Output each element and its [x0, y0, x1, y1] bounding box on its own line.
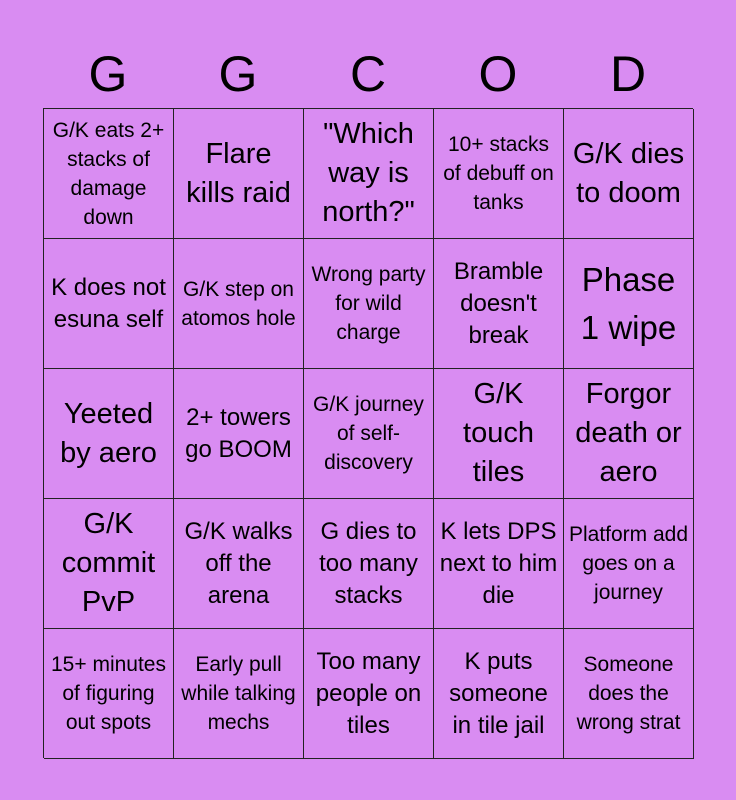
header-letter-1: G	[88, 46, 128, 102]
bingo-cell[interactable]	[304, 369, 434, 499]
bingo-cell[interactable]	[304, 109, 434, 239]
bingo-cell[interactable]	[304, 239, 434, 369]
cell-text: Phase 1 wipe	[580, 260, 677, 346]
bingo-cell[interactable]	[44, 109, 174, 239]
header-letter-5: D	[609, 46, 647, 102]
cell-text: Wrong party for wild charge	[311, 263, 426, 344]
bingo-cell[interactable]	[174, 239, 304, 369]
bingo-cell[interactable]	[434, 499, 564, 629]
header-letter-4: O	[478, 46, 518, 102]
cell-text: G/K dies to doom	[572, 137, 685, 209]
cell-text: G/K eats 2+ stacks of damage down	[52, 118, 165, 229]
bingo-cell[interactable]	[434, 239, 564, 369]
bingo-cell[interactable]	[434, 109, 564, 239]
bingo-board	[43, 108, 693, 758]
bingo-cell[interactable]	[434, 629, 564, 759]
cell-text: Yeeted by aero	[60, 397, 157, 469]
cell-text: Forgor death or aero	[575, 378, 682, 488]
cell-text: G/K step on atomos hole	[181, 277, 296, 330]
bingo-cell[interactable]	[44, 369, 174, 499]
cell-text: 15+ minutes of figuring out spots	[51, 653, 166, 734]
header-letter-3: C	[349, 46, 387, 102]
cell-text: K lets DPS next to him die	[439, 517, 558, 609]
bingo-cell[interactable]	[44, 629, 174, 759]
bingo-cell[interactable]	[174, 629, 304, 759]
cell-text: 10+ stacks of debuff on tanks	[443, 133, 554, 214]
header-letter-2: G	[218, 46, 258, 102]
cell-text: G/K walks off the arena	[184, 517, 293, 609]
cell-text: Someone does the wrong strat	[576, 653, 681, 734]
cell-text: Early pull while talking mechs	[181, 653, 296, 734]
bingo-cell[interactable]	[564, 369, 694, 499]
bingo-cell[interactable]	[434, 369, 564, 499]
cell-text: "Which way is north?"	[322, 118, 415, 228]
bingo-cell[interactable]	[44, 239, 174, 369]
bingo-cell[interactable]	[304, 499, 434, 629]
cell-text: Flare kills raid	[186, 137, 291, 209]
bingo-header	[43, 40, 693, 108]
bingo-cell[interactable]	[304, 629, 434, 759]
bingo-cell[interactable]	[564, 239, 694, 369]
cell-text: Too many people on tiles	[315, 647, 422, 739]
bingo-cell[interactable]	[174, 499, 304, 629]
cell-text: K puts someone in tile jail	[449, 647, 548, 739]
cell-text: G/K commit PvP	[61, 508, 156, 618]
bingo-cell[interactable]	[174, 109, 304, 239]
cell-text: G/K touch tiles	[463, 378, 534, 488]
bingo-cell[interactable]	[564, 499, 694, 629]
cell-text: G/K journey of self-discovery	[313, 393, 424, 474]
cell-text: G dies to too many stacks	[319, 517, 418, 609]
cell-text: 2+ towers go BOOM	[185, 403, 292, 463]
bingo-cell[interactable]	[564, 629, 694, 759]
bingo-cell[interactable]	[44, 499, 174, 629]
cell-text: K does not esuna self	[51, 273, 166, 333]
bingo-cell[interactable]	[564, 109, 694, 239]
cell-text: Platform add goes on a journey	[568, 523, 689, 604]
bingo-cell[interactable]	[174, 369, 304, 499]
cell-text: Bramble doesn't break	[453, 257, 544, 349]
